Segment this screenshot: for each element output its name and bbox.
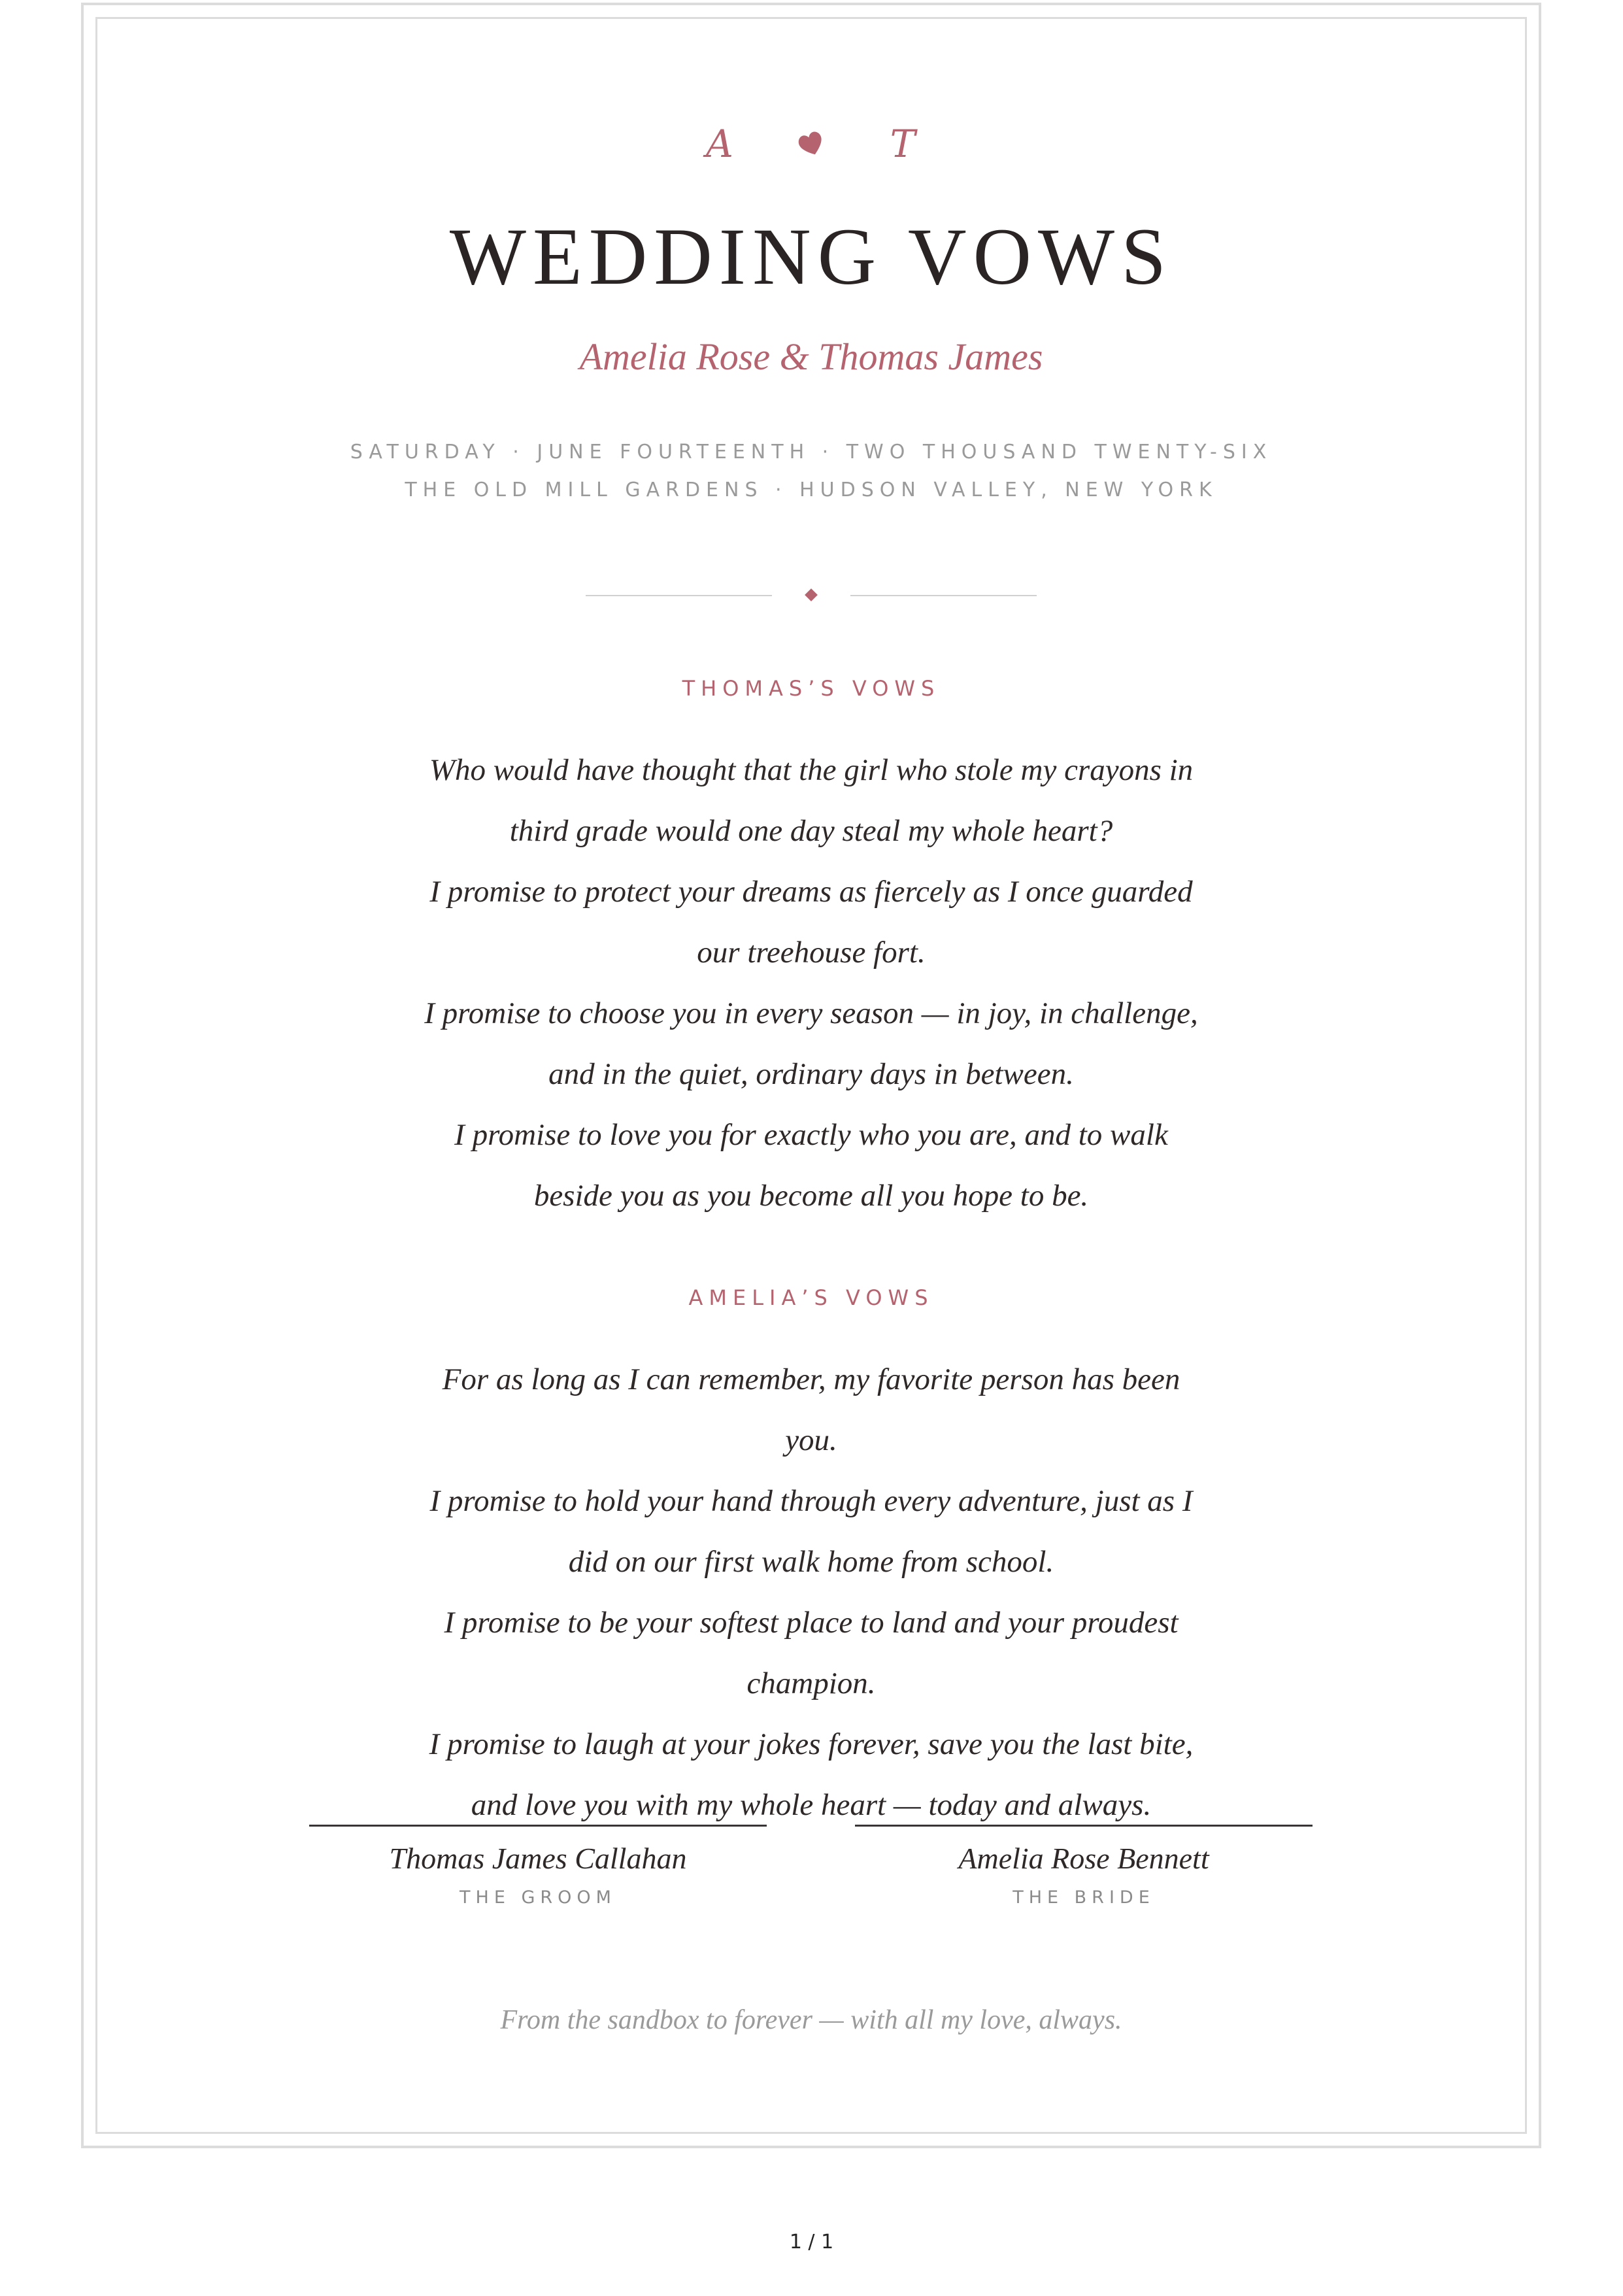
wedding-venue: THE OLD MILL GARDENS · HUDSON VALLEY, NEW YORK xyxy=(405,479,1218,501)
vow-paragraph: For as long as I can remember, my favorite person has been you. xyxy=(442,1362,1180,1457)
wedding-date: SATURDAY · JUNE FOURTEENTH · TWO THOUSAND TWENTY-SIX xyxy=(350,441,1273,464)
monogram-left: A xyxy=(706,122,733,166)
heart-icon xyxy=(765,129,857,159)
closing-line: From the sandbox to forever — with all my love, always. xyxy=(500,2005,1122,2035)
divider-line-left xyxy=(586,595,772,596)
monogram-right: T xyxy=(890,122,916,166)
vow-paragraph: I promise to protect your dreams as fiercely as I once guarded our treehouse fort. xyxy=(429,875,1193,970)
signature-name: Amelia Rose Bennett xyxy=(958,1842,1209,1875)
signature-role: THE BRIDE xyxy=(1012,1887,1155,1908)
monogram xyxy=(95,122,1527,166)
vow-paragraph: I promise to laugh at your jokes forever, save you the last bite, and love you with my whole heart — today and always. xyxy=(429,1727,1194,1822)
vows-amelia xyxy=(416,1349,1207,1836)
signature-role: THE GROOM xyxy=(460,1887,616,1908)
signature-groom xyxy=(309,1825,767,1908)
signature-line xyxy=(855,1825,1313,1827)
vow-paragraph: I promise to love you for exactly who you are, and to walk beside you as you become all you hope to be. xyxy=(454,1118,1168,1213)
vows-thomas xyxy=(416,740,1207,1226)
signature-name: Thomas James Callahan xyxy=(389,1842,687,1875)
vow-paragraph: I promise to be your softest place to land and your proudest champion. xyxy=(444,1606,1179,1700)
vows-page xyxy=(95,17,1527,2134)
section-heading-thomas: THOMAS’S VOWS xyxy=(682,676,941,701)
page-indicator: 1 / 1 xyxy=(789,2231,834,2254)
vow-paragraph: I promise to choose you in every season — in joy, in challenge, and in the quiet, ordinary days in between. xyxy=(424,996,1198,1091)
page-title: WEDDING VOWS xyxy=(449,212,1173,301)
ornament-divider xyxy=(586,586,1037,605)
signature-line xyxy=(309,1825,767,1827)
vow-paragraph: I promise to hold your hand through every adventure, just as I did on our first walk home from school. xyxy=(429,1484,1193,1579)
couple-names: Amelia Rose & Thomas James xyxy=(579,335,1043,378)
divider-line-right xyxy=(850,595,1037,596)
section-heading-amelia: AMELIA’S VOWS xyxy=(688,1285,934,1310)
vow-paragraph: Who would have thought that the girl who stole my crayons in third grade would one day steal my whole heart? xyxy=(429,753,1194,848)
signature-bride xyxy=(855,1825,1313,1908)
diamond-icon xyxy=(805,588,818,601)
